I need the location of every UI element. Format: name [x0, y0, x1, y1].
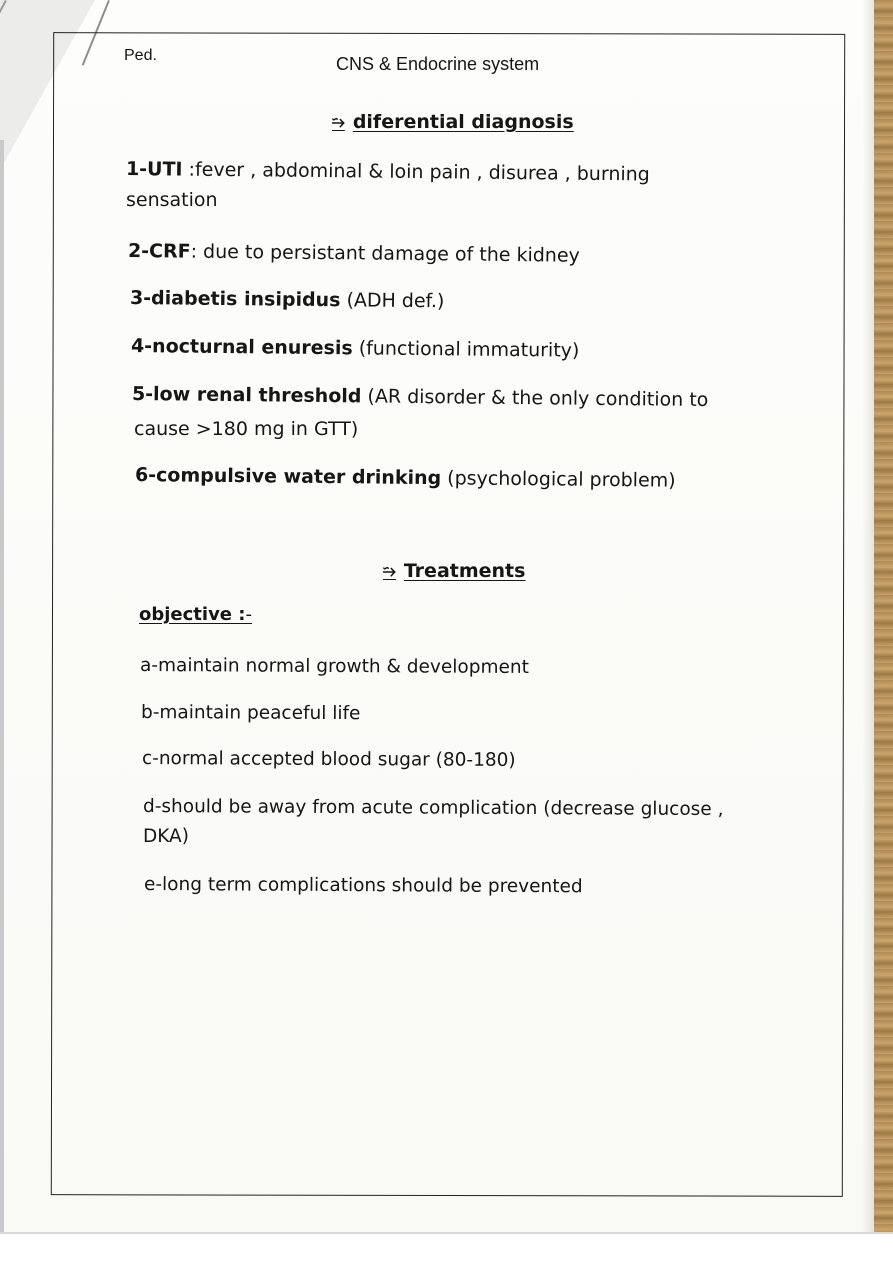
item-label: 3-diabetis insipidus	[129, 287, 341, 312]
page-bottom-edge	[0, 1232, 893, 1263]
item-text: (AR disorder & the only condition to	[361, 385, 709, 412]
list-item	[128, 236, 580, 272]
item-text: : due to persistant damage of the kidney	[190, 240, 580, 267]
page-left-edge	[0, 140, 4, 1235]
differential-diagnosis-title: diferential diagnosis	[352, 111, 574, 133]
differential-diagnosis-heading	[332, 111, 574, 133]
page-right-edge	[874, 0, 893, 1240]
list-item-continuation: cause >180 mg in GTT)	[134, 418, 359, 440]
list-item	[135, 460, 676, 497]
item-label: 4-nocturnal enuresis	[130, 335, 353, 360]
item-text: (functional immaturity)	[352, 337, 580, 362]
treatments-heading	[383, 560, 525, 582]
item-text: :fever , abdominal & loin pain , disurea , burning	[182, 158, 650, 186]
list-item	[131, 331, 580, 367]
list-item: e-long term complications should be prevented	[143, 874, 583, 898]
objective-label	[139, 604, 252, 625]
item-label: 2-CRF	[127, 240, 191, 263]
item-text: (psychological problem)	[441, 467, 676, 492]
down-arrow-bullet-icon: ⭇	[383, 561, 396, 580]
list-item-continuation: sensation	[126, 189, 218, 211]
list-item-continuation: DKA)	[143, 826, 189, 847]
item-label: 1-UTI	[125, 158, 183, 181]
item-label: 6-compulsive water drinking	[134, 464, 442, 490]
course-label: Ped.	[124, 47, 157, 64]
item-text: (ADH def.)	[340, 289, 445, 313]
list-item	[130, 283, 445, 317]
objective-label-text: objective :	[139, 604, 246, 625]
down-arrow-bullet-icon: ⭇	[332, 112, 345, 131]
item-label: 5-low renal threshold	[131, 383, 362, 408]
list-item: a-maintain normal growth & development	[139, 655, 529, 679]
treatments-title: Treatments	[403, 560, 526, 582]
list-item: d-should be away from acute complication (decrease glucose ,	[142, 796, 724, 821]
list-item: b-maintain peaceful life	[140, 702, 361, 725]
objective-suffix: -	[245, 604, 252, 625]
list-item	[132, 379, 709, 416]
page-header-title: CNS & Endocrine system	[336, 54, 540, 74]
list-item: c-normal accepted blood sugar (80-180)	[141, 748, 516, 771]
